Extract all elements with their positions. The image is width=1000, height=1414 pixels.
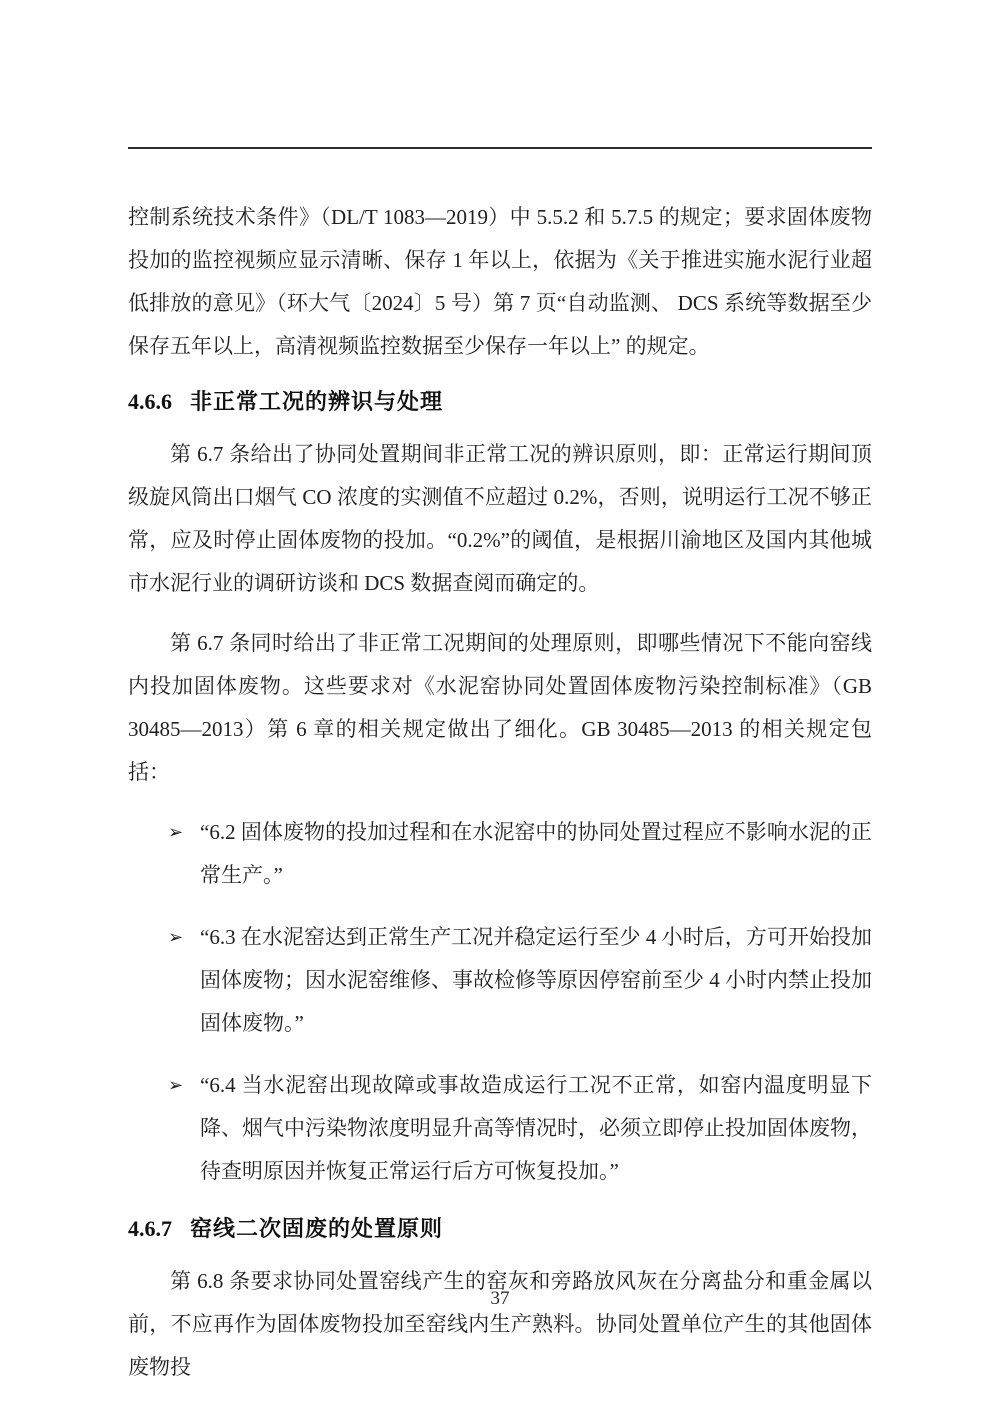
paragraph-467-1: 第 6.8 条要求协同处置窑线产生的窑灰和旁路放风灰在分离盐分和重金属以前，不应再作为固体废物投加至窑线内生产熟料。协同处置单位产生的其他固体废物投 bbox=[128, 1269, 872, 1379]
section-title: 窑线二次固废的处置原则 bbox=[190, 1216, 444, 1241]
page-number: 37 bbox=[490, 1288, 510, 1309]
gb30485-quote-list bbox=[128, 811, 872, 1193]
arrow-bullet-icon: ➢ bbox=[168, 822, 184, 842]
section-heading-4-6-7 bbox=[128, 1212, 872, 1246]
section-heading-4-6-6 bbox=[128, 385, 872, 419]
arrow-bullet-icon: ➢ bbox=[168, 1075, 184, 1095]
quote-text: “6.3 在水泥窑达到正常生产工况并稳定运行至少 4 小时后，方可开始投加固体废物；因水泥窑维修、事故检修等原因停窑前至少 4 小时内禁止投加固体废物。” bbox=[200, 925, 872, 1035]
page-content bbox=[128, 196, 872, 1406]
list-item bbox=[128, 1064, 872, 1193]
paragraph-466-2: 第 6.7 条同时给出了非正常工况期间的处理原则，即哪些情况下不能向窑线内投加固体废物。这些要求对《水泥窑协同处置固体废物污染控制标准》（GB 30485—2013）第 6 章的相关规定做出了细化。GB 30485—2013 的相关规定包括： bbox=[128, 631, 872, 784]
quote-text: “6.4 当水泥窑出现故障或事故造成运行工况不正常，如窑内温度明显下降、烟气中污染物浓度明显升高等情况时，必须立即停止投加固体废物，待查明原因并恢复正常运行后方可恢复投加。” bbox=[200, 1073, 872, 1183]
paragraph-466-1: 第 6.7 条给出了协同处置期间非正常工况的辨识原则，即：正常运行期间顶级旋风筒出口烟气 CO 浓度的实测值不应超过 0.2%，否则，说明运行工况不够正常，应及时停止固体废物的投加。“0.2%”的阈值，是根据川渝地区及国内其他城市水泥行业的调研访谈和 DCS 数据查阅而确定的。 bbox=[128, 442, 872, 595]
section-number: 4.6.6 bbox=[128, 389, 172, 414]
paragraph-continuation: 控制系统技术条件》（DL/T 1083—2019）中 5.5.2 和 5.7.5 的规定；要求固体废物投加的监控视频应显示清晰、保存 1 年以上，依据为《关于推进实施水泥行业超低排放的意见》（环大气〔2024〕5 号）第 7 页“自动监测、 DCS 系统等数据至少保存五年以上，高清视频监控数据至少保存一年以上” 的规定。 bbox=[128, 205, 872, 358]
header-rule bbox=[128, 147, 872, 149]
arrow-bullet-icon: ➢ bbox=[168, 927, 184, 947]
quote-text: “6.2 固体废物的投加过程和在水泥窑中的协同处置过程应不影响水泥的正常生产。” bbox=[200, 820, 872, 887]
list-item bbox=[128, 916, 872, 1045]
section-title: 非正常工况的辨识与处理 bbox=[190, 389, 444, 414]
section-number: 4.6.7 bbox=[128, 1216, 172, 1241]
list-item bbox=[128, 811, 872, 897]
